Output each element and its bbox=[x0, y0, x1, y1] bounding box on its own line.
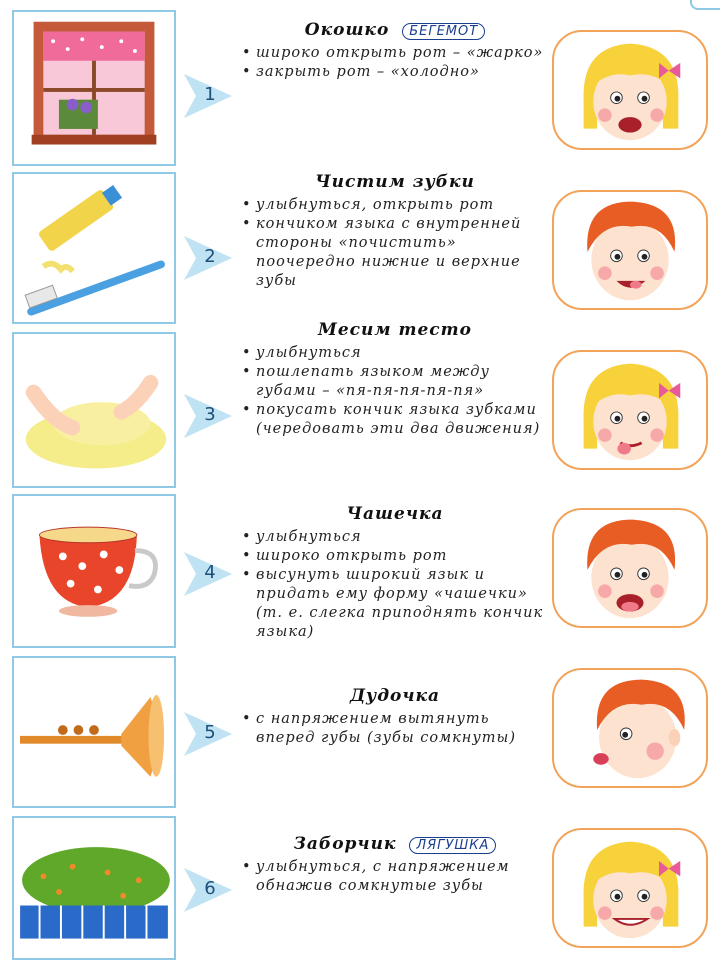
list-item: • покусать кончик языка зубками (чередовать эти два движения) bbox=[256, 401, 550, 439]
exercise-text bbox=[240, 20, 550, 82]
exercise-title-text: Заборчик bbox=[293, 834, 397, 854]
exercise-title bbox=[240, 172, 550, 192]
steps-list bbox=[240, 858, 550, 896]
girl-open-mouth-face bbox=[552, 30, 708, 150]
girl-tongue-out-face bbox=[552, 350, 708, 470]
steps-list bbox=[240, 196, 550, 291]
step-number: 1 bbox=[204, 84, 216, 105]
exercise-row-5 bbox=[0, 656, 720, 812]
exercise-title-text: Месим тесто bbox=[318, 320, 472, 340]
girl-teeth-smile-face bbox=[552, 828, 708, 948]
list-item: • пошлепать языком между губами – «пя-пя-пя-пя-пя» bbox=[256, 363, 550, 401]
exercise-row-3 bbox=[0, 320, 720, 492]
exercise-title bbox=[240, 504, 550, 524]
handwritten-note: БЕГЕМОТ bbox=[402, 23, 485, 40]
exercise-title bbox=[240, 20, 550, 40]
frame-corner bbox=[690, 0, 720, 10]
list-item: • улыбнуться bbox=[256, 528, 550, 547]
exercise-text bbox=[240, 320, 550, 439]
boy-pursed-lips-face bbox=[552, 668, 708, 788]
exercise-title bbox=[240, 320, 550, 340]
step-number-arrow bbox=[182, 392, 234, 440]
exercise-title-text: Дудочка bbox=[349, 686, 441, 706]
exercise-title-text: Чистим зубки bbox=[315, 172, 475, 192]
list-item: • высунуть широкий язык и придать ему форму «чашечки» (т. е. слегка приподнять кончик языка) bbox=[256, 566, 550, 642]
exercise-text bbox=[240, 686, 550, 748]
pipe-icon bbox=[12, 656, 176, 808]
exercise-title-text: Окошко bbox=[304, 20, 390, 40]
step-number: 5 bbox=[204, 722, 216, 743]
step-number-arrow bbox=[182, 550, 234, 598]
dough-icon bbox=[12, 332, 176, 488]
steps-list bbox=[240, 710, 550, 748]
step-number: 6 bbox=[204, 878, 216, 899]
list-item: • широко открыть рот bbox=[256, 547, 550, 566]
list-item: • кончиком языка с внутренней стороны «почистить» поочередно нижние и верхние зубы bbox=[256, 215, 550, 291]
handwritten-note: ЛЯГУШКА bbox=[409, 837, 496, 854]
toothbrush-icon bbox=[12, 172, 176, 324]
list-item: • улыбнуться, с напряжением обнажив сомкнутые зубы bbox=[256, 858, 550, 896]
exercise-row-1 bbox=[0, 10, 720, 170]
exercise-title-text: Чашечка bbox=[346, 504, 444, 524]
exercise-text bbox=[240, 504, 550, 642]
step-number: 3 bbox=[204, 404, 216, 425]
exercise-text bbox=[240, 172, 550, 291]
list-item: • с напряжением вытянуть вперед губы (зубы сомкнуты) bbox=[256, 710, 550, 748]
steps-list bbox=[240, 528, 550, 642]
fence-icon bbox=[12, 816, 176, 960]
list-item: • улыбнуться bbox=[256, 344, 550, 363]
list-item: • широко открыть рот – «жарко» bbox=[256, 44, 550, 63]
window-icon bbox=[12, 10, 176, 166]
steps-list bbox=[240, 344, 550, 439]
step-number: 4 bbox=[204, 562, 216, 583]
boy-cup-tongue-face bbox=[552, 508, 708, 628]
list-item: • закрыть рот – «холодно» bbox=[256, 63, 550, 82]
exercise-title bbox=[240, 834, 550, 854]
list-item: • улыбнуться, открыть рот bbox=[256, 196, 550, 215]
boy-smile-tongue-face bbox=[552, 190, 708, 310]
exercise-row-6 bbox=[0, 816, 720, 960]
step-number-arrow bbox=[182, 866, 234, 914]
exercise-title bbox=[240, 686, 550, 706]
step-number-arrow bbox=[182, 710, 234, 758]
step-number-arrow bbox=[182, 234, 234, 282]
exercise-text bbox=[240, 834, 550, 896]
exercise-row-2 bbox=[0, 172, 720, 328]
step-number: 2 bbox=[204, 246, 216, 267]
exercise-row-4 bbox=[0, 494, 720, 652]
step-number-arrow bbox=[182, 72, 234, 120]
steps-list bbox=[240, 44, 550, 82]
cup-icon bbox=[12, 494, 176, 648]
